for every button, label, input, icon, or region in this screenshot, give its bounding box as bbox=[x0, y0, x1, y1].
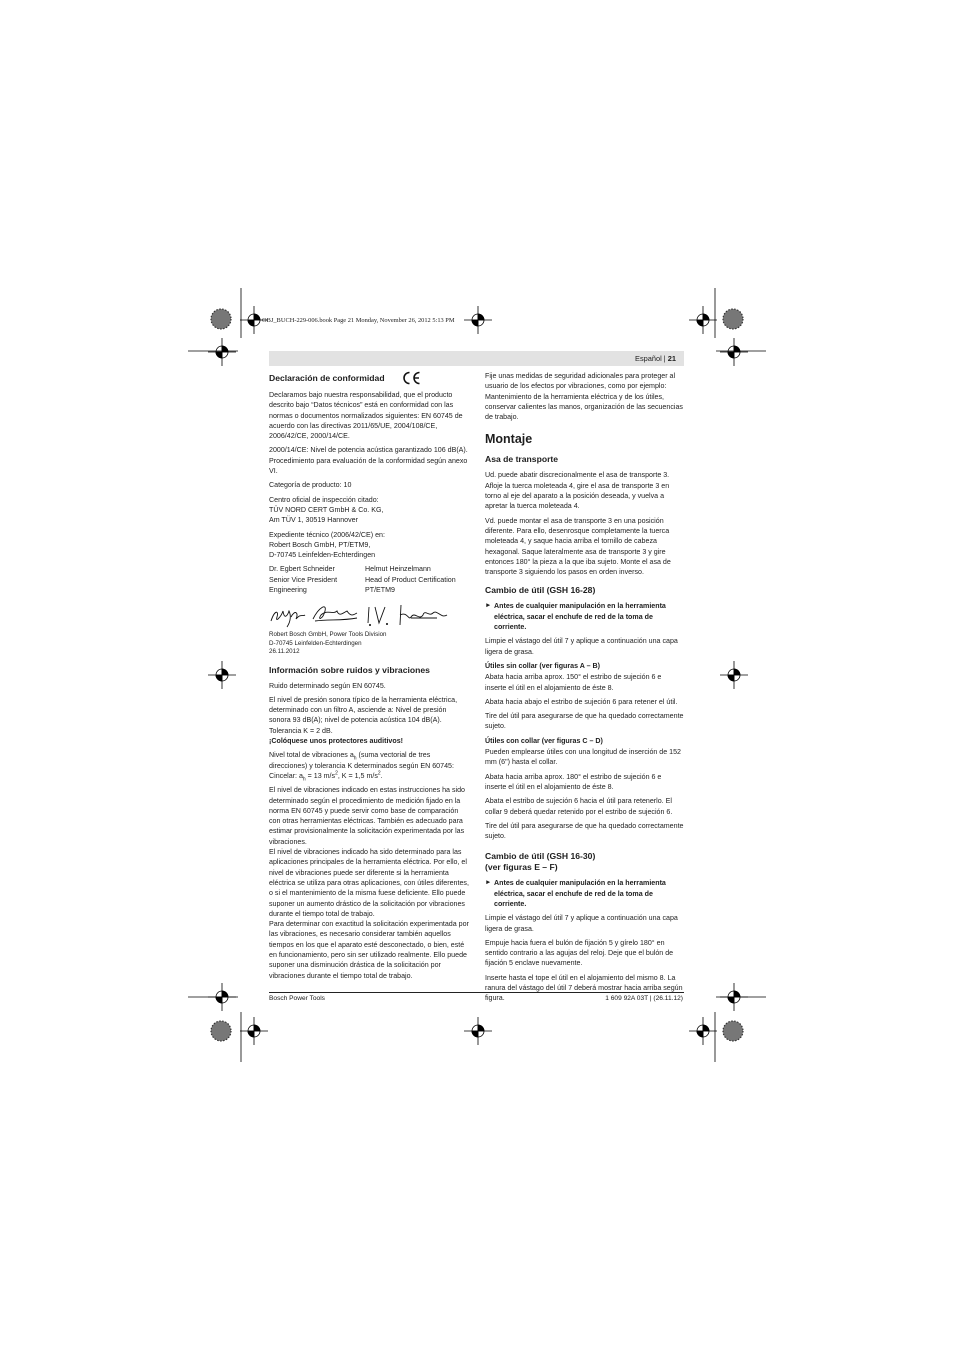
signatory-1-dept: Engineering bbox=[269, 586, 307, 595]
ce-mark-icon bbox=[401, 371, 421, 385]
inspection-center: Centro oficial de inspección citado: TÜV NORD CERT GmbH & Co. KG, Am TÜV 1, 30519 Hannover bbox=[269, 495, 384, 525]
without-collar-3: Tire del útil para asegurarse de que ha quedado correctamente sujeto. bbox=[485, 712, 684, 731]
signatory-2-role: Head of Product Certification bbox=[365, 575, 456, 584]
noise-heading: Información sobre ruidos y vibraciones bbox=[269, 664, 430, 675]
declaration-title: Declaración de conformidad bbox=[269, 373, 385, 383]
vibration-text-1: El nivel de vibraciones indicado en estas instrucciones ha sido determinado según el procedimiento de medición fijado en la norma EN 60745 y puede servir como base de comparación con otras herramientas eléctricas. También es adecuado para estimar provisionalmente la solicitación experimentada por las vibraciones. bbox=[269, 786, 465, 846]
safety-warning-1: ► Antes de cualquier manipulación en la herramienta eléctrica, sacar el enchufe de red de la toma de corriente. bbox=[485, 602, 666, 632]
declaration-heading bbox=[269, 371, 469, 385]
safety-warning-2: ► Antes de cualquier manipulación en la herramienta eléctrica, sacar el enchufe de red de la toma de corriente. bbox=[485, 879, 666, 908]
right-column bbox=[485, 371, 684, 1008]
noise-level-text: 2000/14/CE: Nivel de potencia acústica garantizado 106 dB(A). Procedimiento para evaluación de la conformidad según anexo VI. bbox=[269, 446, 468, 476]
vibration-text-3: Para determinar con exactitud la solicitación experimentada por las vibraciones, es necesario considerar también aquellos tiempos en los que el aparato esté desconectado, o bien, esté en funcionamiento, pero sin ser utilizado realmente. Ello puede suponer una disminución drástica de la solicitación por vibraciones durante el tiempo total de trabajo. bbox=[269, 920, 469, 980]
vibration-text-2: El nivel de vibraciones indicado ha sido determinado para las aplicaciones principales de la herramienta eléctrica. Por ello, el nivel de vibraciones puede ser diferente si la herramienta eléctrica se utiliza para otras aplicaciones, con útiles diferentes, o si el mantenimiento de la misma fuese deficiente. Ello puede suponer un aumento drástico de la solicitación por vibraciones durante el tiempo total de trabajo. bbox=[269, 848, 469, 918]
declaration-text: Declaramos bajo nuestra responsabilidad, que el producto descrito bajo “Datos técnicos” está en conformidad con las normas o documentos normalizados siguientes: EN 60745 de acuerdo con las directivas 2011/65/UE, 2004/108/CE, 2006/42/CE, 2000/14/CE. bbox=[269, 391, 463, 441]
with-collar-4: Tire del útil para asegurarse de que ha quedado correctamente sujeto. bbox=[485, 821, 684, 841]
montaje-heading: Montaje bbox=[485, 432, 533, 447]
without-collar-2: Abata hacia abajo el estribo de sujeción 6 para retener el útil. bbox=[485, 697, 678, 706]
tool-change-30-heading: Cambio de útil (GSH 16-30) (ver figuras E – F) bbox=[485, 851, 596, 873]
without-collar-1: Abata hacia arriba aprox. 150° el estribo de sujeción 6 e inserte el útil en el alojamiento de éste 8. bbox=[485, 673, 662, 692]
handle-text-2: Vd. puede montar el asa de transporte 3 en una posición diferente. Para ello, desenrosque completamente la tuerca moleteada 4, y saque hacia arriba el tornillo de cabeza hexagonal. Saque lateralmente asa de transporte 3 y gire entonces 180° la pieza a la que iba sujeto. Monte el asa de transporte 3 siguiendo los pasos en orden inverso. bbox=[485, 516, 671, 577]
footer-rule bbox=[269, 992, 684, 993]
grease-text-2: Limpie el vástago del útil 7 y aplique a continuación una capa ligera de grasa. bbox=[485, 914, 678, 933]
handle-heading: Asa de transporte bbox=[485, 454, 559, 465]
signatory-1-name: Dr. Egbert Schneider bbox=[269, 565, 335, 574]
arrow-icon: ► bbox=[485, 879, 492, 887]
vibration-measures: Fije unas medidas de seguridad adicionales para proteger al usuario de los efectos por vibraciones, como por ejemplo: Mantenimiento de la herramienta eléctrica y de los útiles, conservar calientes las manos, organización de las secuencias de trabajo. bbox=[485, 372, 683, 422]
signatory-2-name: Helmut Heinzelmann bbox=[365, 565, 431, 574]
grease-text-1: Limpie el vástago del útil 7 y aplique a continuación una capa ligera de grasa. bbox=[485, 637, 678, 656]
left-column bbox=[269, 371, 469, 981]
footer-brand: Bosch Power Tools bbox=[269, 995, 325, 1002]
company-address: Robert Bosch GmbH, Power Tools Division D-70745 Leinfelden-Echterdingen 26.11.2012 bbox=[269, 631, 387, 656]
with-collar-1: Pueden emplearse útiles con una longitud de inserción de 152 mm (6") hasta el collar. bbox=[485, 748, 682, 767]
page-header: Español | 21 bbox=[635, 354, 676, 363]
noise-method: Ruido determinado según EN 60745. bbox=[269, 681, 386, 690]
footer-code: 1 609 92A 03T | (26.11.12) bbox=[605, 995, 683, 1002]
technical-file: Expediente técnico (2006/42/CE) en: Robert Bosch GmbH, PT/ETM9, D-70745 Leinfelden-Echterdingen bbox=[269, 530, 385, 560]
without-collar-heading: Útiles sin collar (ver figuras A – B) bbox=[485, 661, 600, 670]
header-bar bbox=[269, 351, 684, 366]
with-collar-heading: Útiles con collar (ver figuras C – D) bbox=[485, 736, 603, 745]
page-number: 21 bbox=[667, 354, 676, 363]
insert-tool-text: Inserte hasta el tope el útil en el alojamiento del mismo 8. La ranura del vástago del útil 7 deberá mostrar hacia arriba según figura. bbox=[485, 973, 683, 1003]
handwritten-signatures bbox=[269, 599, 469, 629]
vibration-values: Nivel total de vibraciones $a_h$ (suma vectorial de tres direcciones) y tolerancia K determinados según EN 60745: Cincelar: $a_h = 13$ $m/s^2$, K = 1,5 $m/s^2$. bbox=[269, 751, 454, 783]
signatory-1-role: Senior Vice President bbox=[269, 575, 338, 584]
header-language: Español bbox=[635, 354, 662, 363]
handle-text-1: Ud. puede abatir discrecionalmente el asa de transporte 3. Afloje la tuerca moleteada 4, gire el asa de transporte 3 en torno al eje del aparato a la posición deseada, y vuelva a apretar la tuerca moleteada 4. bbox=[485, 471, 670, 511]
with-collar-3: Abata el estribo de sujeción 6 hacia el útil para retenerlo. El collar 9 deberá quedar retenido por el estribo de sujeción 6. bbox=[485, 797, 673, 816]
arrow-icon: ► bbox=[485, 602, 492, 610]
with-collar-2: Abata hacia arriba aprox. 180° el estribo de sujeción 6 e inserte el útil en el alojamiento de éste 8. bbox=[485, 772, 662, 791]
hearing-warning: ¡Colóquese unos protectores auditivos! bbox=[269, 737, 404, 746]
product-category: Categoría de producto: 10 bbox=[269, 481, 352, 490]
tool-change-28-heading: Cambio de útil (GSH 16-28) bbox=[485, 585, 596, 596]
locking-pin-text: Empuje hacia fuera el bulón de fijación 5 y gírelo 180° en sentido contrario a las agujas del reloj. Deje que el bulón de fijación 5 enclave nuevamente. bbox=[485, 938, 674, 968]
print-line: OBJ_BUCH-229-006.book Page 21 Monday, November 26, 2012 5:13 PM bbox=[262, 317, 455, 324]
noise-values: El nivel de presión sonora típico de la herramienta eléctrica, determinado con un filtro A, asciende a: Nivel de presión sonora 93 dB(A); nivel de potencia acústica 104 dB(A). Tolerancia K = 2 dB. bbox=[269, 695, 458, 735]
signatory-2-dept: PT/ETM9 bbox=[365, 586, 395, 595]
signatories bbox=[269, 564, 469, 595]
